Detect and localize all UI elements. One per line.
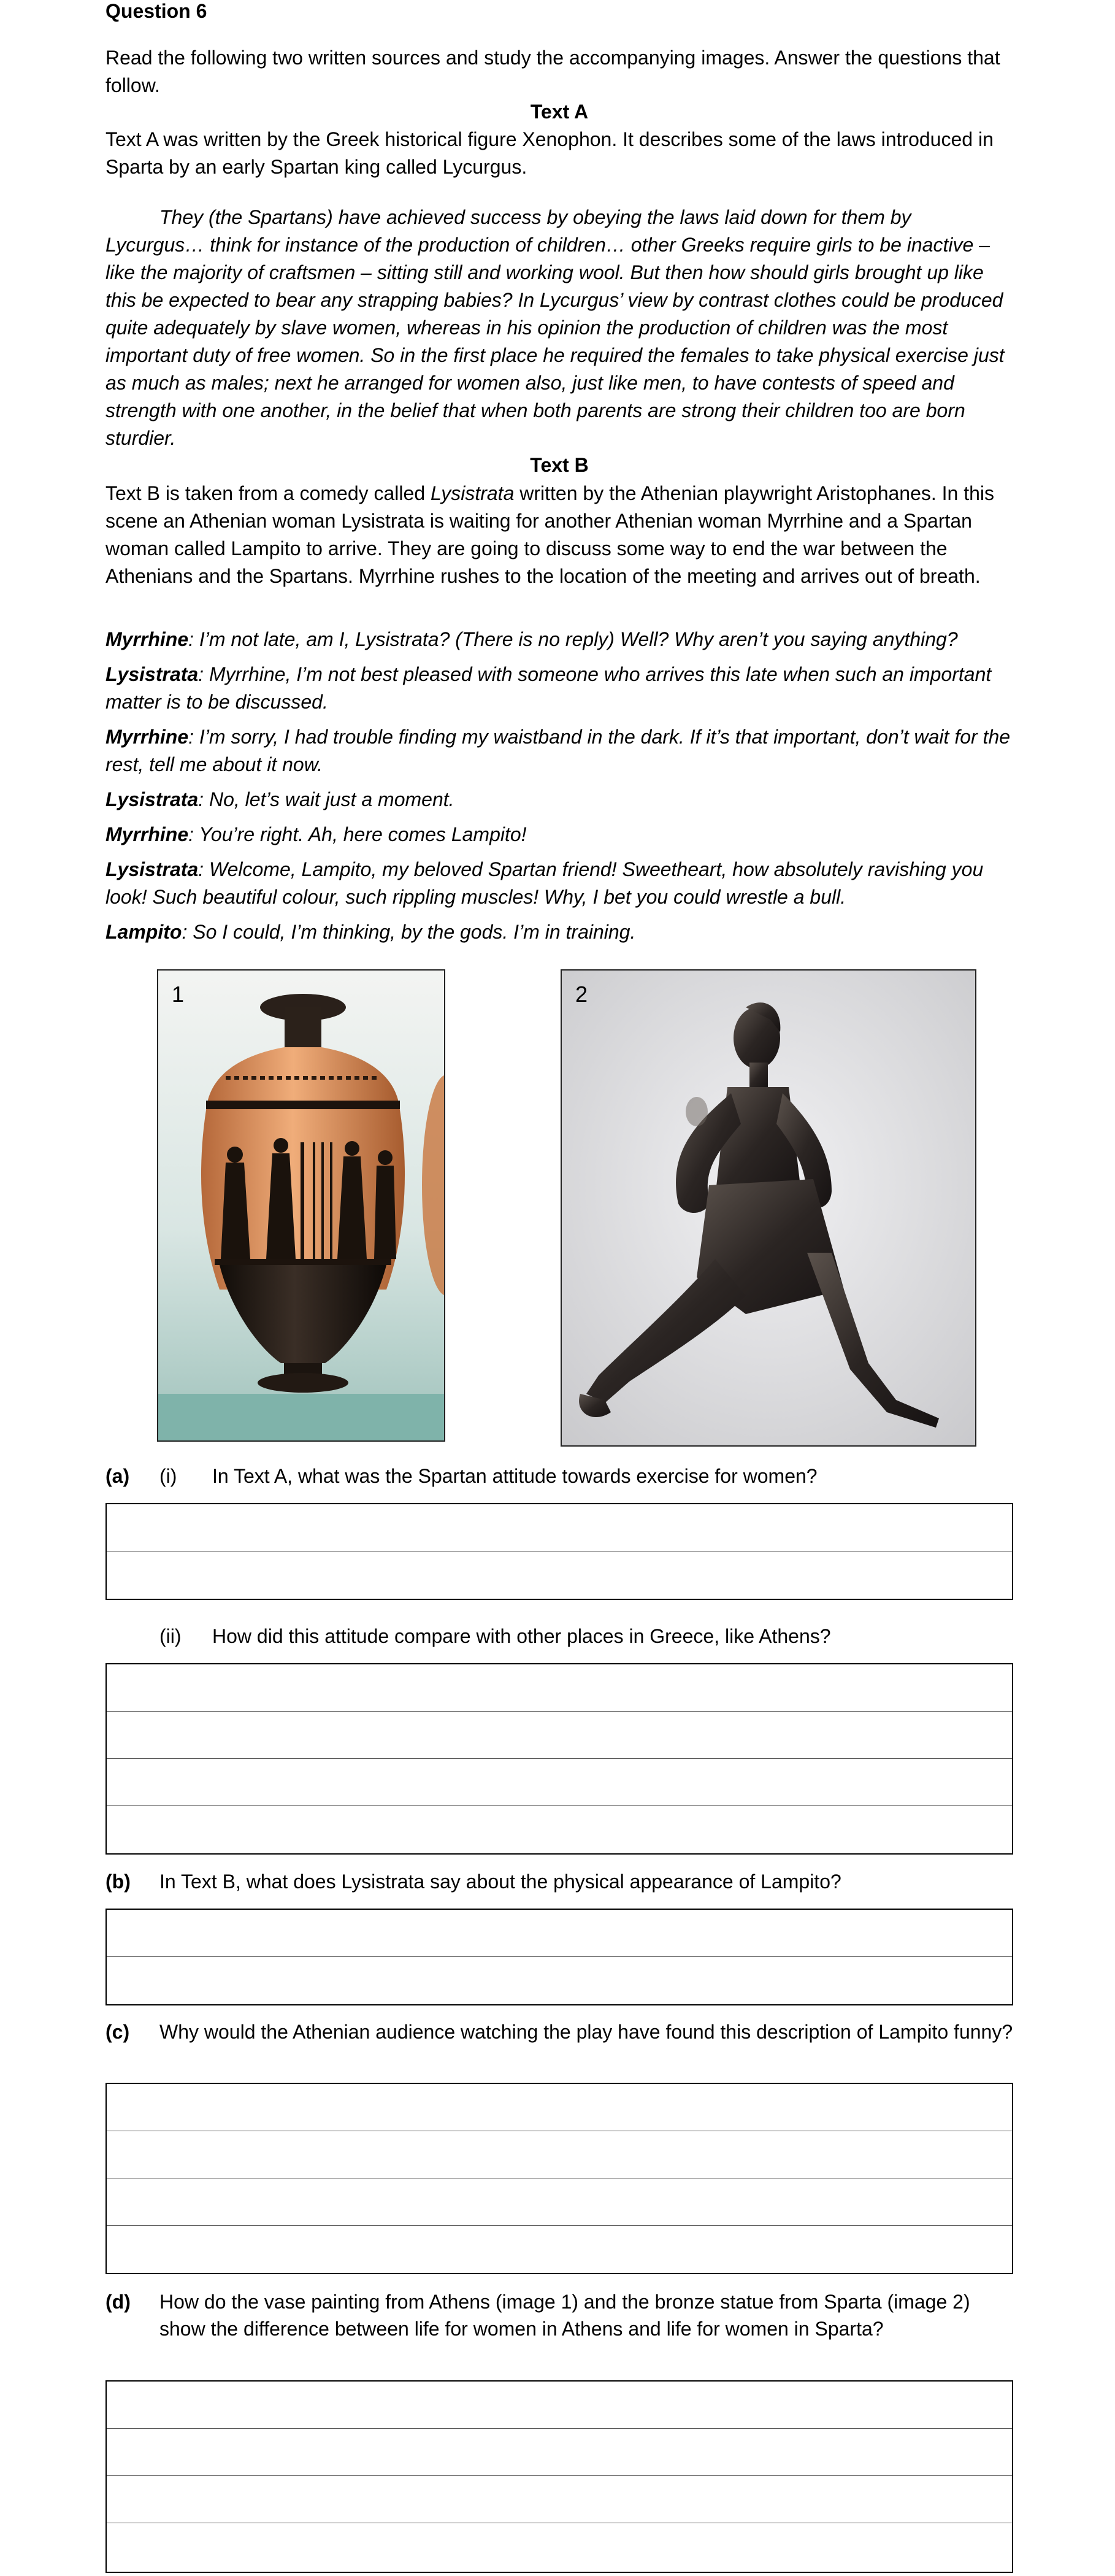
question-d-text: How do the vase painting from Athens (image 1) and the bronze statue from Sparta (image 2) show the difference between life for women in Athens and life for women in Sparta? (159, 2291, 970, 2340)
dialogue-speaker: Lysistrata (105, 788, 199, 810)
dialogue-text: : No, let’s wait just a moment. (198, 788, 454, 810)
dialogue-text: : Myrrhine, I’m not best pleased with someone who arrives this late when such an important matter is to be discussed. (105, 663, 992, 713)
answer-box-a-i[interactable] (105, 1503, 1013, 1600)
question-a-ii-text: How did this attitude compare with other places in Greece, like Athens? (212, 1625, 831, 1647)
answer-line (107, 1758, 1012, 1759)
question-a-ii-label: (ii) (159, 1625, 182, 1647)
statue-illustration (562, 971, 975, 1445)
text-b-play-title: Lysistrata (431, 482, 515, 504)
dialogue-text: : I’m sorry, I had trouble finding my waistband in the dark. If it’s that important, don’t wait for the rest, tell me about it now. (105, 726, 1011, 775)
dialogue-line (105, 821, 1013, 848)
question-c-label: (c) (105, 2021, 130, 2043)
question-a-i-label: (i) (159, 1465, 177, 1487)
dialogue-text: : Welcome, Lampito, my beloved Spartan friend! Sweetheart, how absolutely ravishing you look! Such beautiful colour, such rippling muscles! Why, I bet you could wrestle a bull. (105, 858, 984, 908)
vase-illustration (158, 971, 444, 1440)
text-a-quote: They (the Spartans) have achieved success by obeying the laws laid down for them by Lycurgus… think for instance of the production of children… other Greeks require girls to be inactive – like the majority of craftsmen – sitting still and working wool. But then how should girls brought up like this be expected to bear any strapping babies? In Lycurgus’ view by contrast clothes could be produced quite adequately by slave women, whereas in his opinion the production of children was the most important duty of free women. So in the first place he required the females to take physical exercise just as much as males; next he arranged for women also, just like men, to have contests of speed and strength with one another, in the belief that when both parents are strong their children too are born sturdier. (105, 206, 1005, 449)
answer-line (107, 2428, 1012, 2429)
answer-box-b[interactable] (105, 1909, 1013, 2005)
question-d-label: (d) (105, 2291, 131, 2313)
answer-line (107, 2225, 1012, 2226)
dialogue-line (105, 626, 1013, 653)
text-b-heading: Text B (530, 454, 589, 476)
question-c-text: Why would the Athenian audience watching the play have found this description of Lampito funny? (159, 2021, 1013, 2043)
dialogue-speaker: Myrrhine (105, 726, 189, 748)
text-a-heading: Text A (530, 101, 589, 123)
answer-line (107, 1711, 1012, 1712)
image-number: 2 (575, 982, 588, 1007)
text-a-description: Text A was written by the Greek historical figure Xenophon. It describes some of the laws introduced in Sparta by an early Spartan king called Lycurgus. (105, 128, 994, 178)
dialogue-text: : I’m not late, am I, Lysistrata? (There is no reply) Well? Why aren’t you saying anything? (188, 628, 958, 650)
image-number: 1 (172, 982, 185, 1007)
question-a-i-text: In Text A, what was the Spartan attitude towards exercise for women? (212, 1465, 818, 1487)
answer-line (107, 1805, 1012, 1806)
dialogue-text: : So I could, I’m thinking, by the gods. I’m in training. (182, 921, 636, 943)
image-1-vase-painting (157, 969, 445, 1442)
dialogue-speaker: Myrrhine (105, 628, 189, 650)
intro-text: Read the following two written sources and study the accompanying images. Answer the questions that follow. (105, 47, 1000, 96)
question-b-text: In Text B, what does Lysistrata say about the physical appearance of Lampito? (159, 1870, 841, 1893)
answer-box-a-ii[interactable] (105, 1663, 1013, 1855)
dialogue (105, 626, 1013, 953)
dialogue-text: : You’re right. Ah, here comes Lampito! (188, 823, 527, 845)
answer-line (107, 1956, 1012, 1957)
dialogue-speaker: Lampito (105, 921, 182, 943)
dialogue-line (105, 856, 1013, 911)
dialogue-speaker: Myrrhine (105, 823, 189, 845)
dialogue-line (105, 723, 1013, 779)
text-b-desc-part1: Text B is taken from a comedy called (105, 482, 431, 504)
dialogue-line (105, 661, 1013, 716)
dialogue-line (105, 918, 1013, 946)
text-b-desc-part2: written by the Athenian playwright Aristophanes. In this scene an Athenian woman Lysistrata is waiting for another Athenian woman Myrrhine and a Spartan woman called Lampito to arrive. They are going to discuss some way to end the war between the Athenians and the Spartans. Myrrhine rushes to the location of the meeting and arrives out of breath. (105, 482, 995, 587)
dialogue-speaker: Lysistrata (105, 663, 199, 685)
answer-box-d[interactable] (105, 2380, 1013, 2573)
question-a-label: (a) (105, 1465, 130, 1487)
answer-line (107, 2475, 1012, 2476)
text-b-description (105, 480, 1013, 590)
question-b-label: (b) (105, 1870, 131, 1893)
dialogue-line (105, 786, 1013, 813)
image-2-bronze-statue (561, 969, 976, 1447)
dialogue-speaker: Lysistrata (105, 858, 199, 880)
question-title: Question 6 (105, 0, 207, 22)
answer-box-c[interactable] (105, 2083, 1013, 2274)
